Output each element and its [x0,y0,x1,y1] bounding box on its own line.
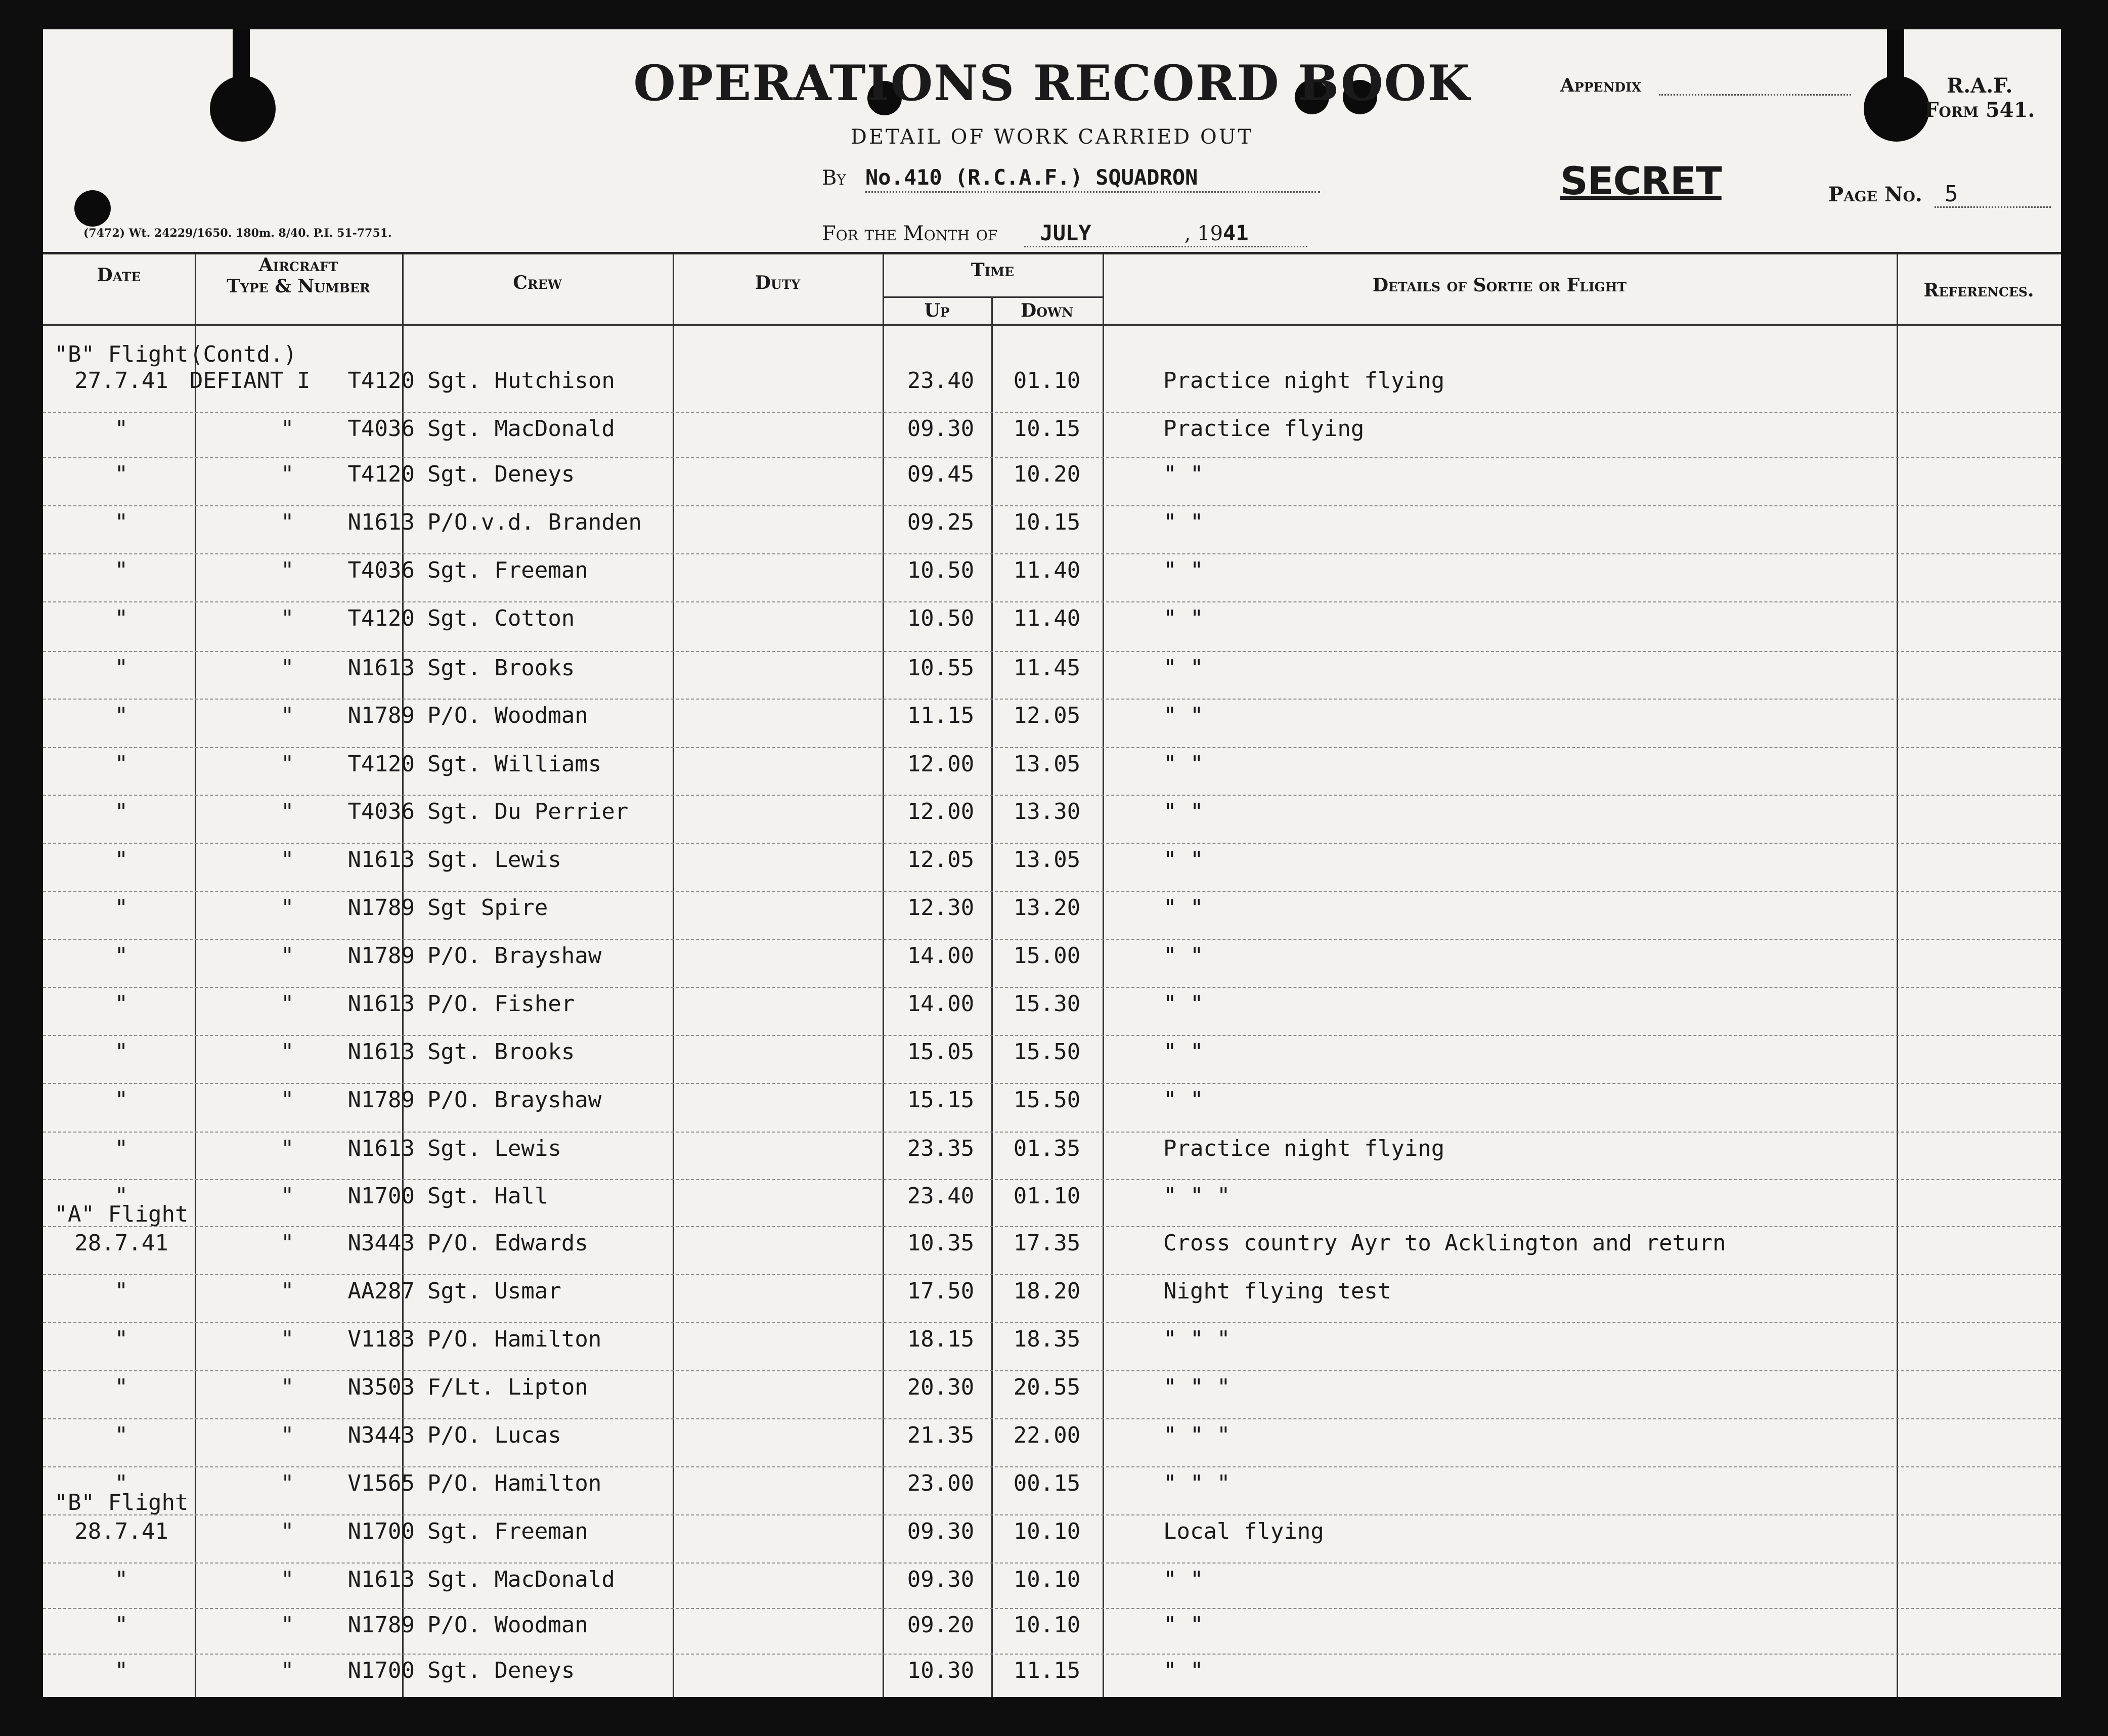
aircraft-number-cell: V1183 [347,1326,415,1352]
aircraft-type-cell: " [281,1039,294,1065]
aircraft-number-cell: N1700 [347,1518,415,1544]
details-cell: " " [1163,1612,1204,1638]
time-up-cell: 12.30 [907,895,975,921]
year-value: 41 [1223,221,1249,245]
aircraft-number-cell: T4120 [347,461,415,487]
details-cell: " " [1163,1658,1204,1683]
aircraft-type-cell: " [281,1183,294,1209]
row-rule [43,747,2061,748]
squadron-underline [865,191,1320,193]
row-rule [43,1035,2061,1036]
row-rule [43,1514,2061,1515]
row-rule [43,1563,2061,1564]
row-rule [43,651,2061,652]
details-cell: " " [1163,943,1204,969]
aircraft-number-cell: N1613 [347,655,415,681]
time-up-cell: 11.15 [907,703,975,728]
col-crew: Crew [513,272,562,293]
time-down-cell: 10.10 [1013,1567,1081,1592]
page-number-value: 5 [1944,181,1958,207]
row-rule [43,457,2061,458]
details-cell: " " [1163,1567,1204,1592]
column-divider [1103,254,1104,1697]
time-up-cell: 10.50 [907,605,975,631]
month-value: JULY [1040,221,1091,245]
row-rule [43,1179,2061,1180]
crew-cell: P/O. Brayshaw [427,943,602,969]
row-rule [43,1132,2061,1133]
crew-cell: Sgt. Hutchison [427,368,615,394]
appendix-underline [1659,94,1851,96]
date-cell: "B" Flight [54,341,189,367]
aircraft-number-cell: N1789 [347,1087,415,1113]
date-cell: " [114,461,128,487]
time-up-cell: 10.30 [907,1658,975,1683]
column-divider [673,254,674,1697]
date-cell: "B" Flight [54,1490,189,1515]
time-down-cell: 18.35 [1013,1326,1081,1352]
row-rule [43,939,2061,940]
aircraft-type-cell: DEFIANT I [190,368,311,394]
row-rule [43,1322,2061,1323]
date-cell: " [114,1039,128,1065]
date-cell: " [114,416,128,442]
row-rule [43,1654,2061,1655]
time-up-cell: 12.00 [907,799,975,824]
squadron-line [822,165,1198,190]
time-up-cell: 23.40 [907,1183,975,1209]
crew-cell: Sgt. Cotton [427,605,575,631]
aircraft-number-cell: N1700 [347,1183,415,1209]
aircraft-number-cell: V1565 [347,1470,415,1496]
details-cell: " " [1163,1039,1204,1065]
date-cell: " [114,1567,128,1592]
details-cell: " " [1163,461,1204,487]
time-down-cell: 20.55 [1013,1374,1081,1400]
date-cell: " [114,1658,128,1683]
aircraft-number-cell: T4036 [347,799,415,824]
time-up-cell: 09.30 [907,1518,975,1544]
time-down-cell: 01.10 [1013,368,1081,394]
aircraft-number-cell: N3503 [347,1374,415,1400]
details-cell: " " [1163,655,1204,681]
row-rule [43,699,2061,700]
aircraft-type-cell: " [281,557,294,583]
date-cell: 27.7.41 [74,368,168,394]
crew-cell: Sgt. Hall [427,1183,548,1209]
details-cell: " " " [1163,1374,1231,1400]
crew-cell: Sgt. Lewis [427,1136,561,1161]
crew-cell: P/O. Woodman [427,703,588,728]
time-up-cell: 15.05 [907,1039,975,1065]
aircraft-type-cell: " [281,1087,294,1113]
details-cell: " " " [1163,1470,1231,1496]
time-up-cell: 09.30 [907,416,975,442]
time-up-cell: 23.40 [907,368,975,394]
aircraft-type-cell: " [281,1470,294,1496]
form-title: OPERATIONS RECORD BOOK [633,55,1471,112]
aircraft-number-cell: N1789 [347,895,415,921]
raf-form-number [1924,74,2035,122]
crew-cell: Sgt Spire [427,895,548,921]
time-down-cell: 13.05 [1013,847,1081,873]
details-cell: Practice flying [1163,416,1365,442]
details-cell: Practice night flying [1163,368,1445,394]
date-cell: " [114,1422,128,1448]
time-down-cell: 10.10 [1013,1612,1081,1638]
crew-cell: Sgt. MacDonald [427,416,615,442]
crew-cell: Sgt. Freeman [427,557,588,583]
crew-cell: P/O. Lucas [427,1422,561,1448]
time-up-cell: 23.35 [907,1136,975,1161]
aircraft-number-cell: N1613 [347,991,415,1017]
time-up-cell: 09.45 [907,461,975,487]
print-reference: (7472) Wt. 24229/1650. 180m. 8/40. P.I. 51-7751. [83,227,392,240]
aircraft-type-cell: " [281,703,294,728]
date-cell: 28.7.41 [74,1518,168,1544]
crew-cell: Sgt. Usmar [427,1278,561,1304]
time-down-cell: 12.05 [1013,703,1081,728]
aircraft-number-cell: N1789 [347,703,415,728]
aircraft-number-cell: N1613 [347,509,415,535]
aircraft-type-cell: " [281,751,294,777]
date-cell: "A" Flight [54,1201,189,1227]
aircraft-type-cell: " [281,1230,294,1256]
time-down-cell: 10.15 [1013,416,1081,442]
time-down-cell: 10.20 [1013,461,1081,487]
date-cell: " [114,1087,128,1113]
crew-cell: Sgt. Brooks [427,1039,575,1065]
row-rule [43,1274,2061,1275]
aircraft-type-cell: " [281,655,294,681]
time-up-cell: 15.15 [907,1087,975,1113]
time-up-cell: 14.00 [907,991,975,1017]
aircraft-type-cell: " [281,1422,294,1448]
crew-cell: P/O. Hamilton [427,1470,602,1496]
aircraft-number-cell: T4036 [347,557,415,583]
details-cell: " " [1163,509,1204,535]
time-down-cell: 13.20 [1013,895,1081,921]
time-down-cell: 22.00 [1013,1422,1081,1448]
time-up-cell: 14.00 [907,943,975,969]
col-aircraft [195,254,402,297]
aircraft-number-cell: T4120 [347,605,415,631]
column-divider [1897,254,1898,1697]
details-cell: Practice night flying [1163,1136,1445,1161]
crew-cell: Sgt. MacDonald [427,1567,615,1592]
month-label: For the Month of [822,222,998,245]
crew-cell: F/Lt. Lipton [427,1374,588,1400]
aircraft-type-cell: " [281,509,294,535]
date-cell: " [114,557,128,583]
details-cell: " " [1163,895,1204,921]
time-up-cell: 09.30 [907,1567,975,1592]
time-down-cell: 18.20 [1013,1278,1081,1304]
aircraft-type-cell: " [281,1612,294,1638]
row-rule [43,843,2061,844]
time-down-cell: 15.00 [1013,943,1081,969]
time-up-cell: 17.50 [907,1278,975,1304]
time-down-cell: 11.45 [1013,655,1081,681]
aircraft-number-cell: N1613 [347,1039,415,1065]
time-down-cell: 00.15 [1013,1470,1081,1496]
time-down-cell: 11.40 [1013,605,1081,631]
table-header-rule [43,324,2061,326]
aircraft-type-cell: " [281,1658,294,1683]
row-rule [43,987,2061,988]
time-down-cell: 10.10 [1013,1518,1081,1544]
date-cell: " [114,1470,128,1496]
aircraft-type-cell: (Contd.) [190,341,297,367]
aircraft-number-cell: N1613 [347,1136,415,1161]
aircraft-type-cell: " [281,799,294,824]
aircraft-number-cell: N3443 [347,1230,415,1256]
crew-cell: P/O. Hamilton [427,1326,602,1352]
time-down-cell: 01.35 [1013,1136,1081,1161]
date-cell: " [114,991,128,1017]
aircraft-type-cell: " [281,1278,294,1304]
aircraft-number-cell: T4120 [347,368,415,394]
crew-cell: Sgt. Du Perrier [427,799,629,824]
aircraft-number-cell: T4036 [347,416,415,442]
row-rule [43,601,2061,602]
time-down-cell: 13.30 [1013,799,1081,824]
time-up-cell: 10.35 [907,1230,975,1256]
date-cell: " [114,943,128,969]
crew-cell: Sgt. Freeman [427,1518,588,1544]
row-rule [43,553,2061,554]
details-cell: Night flying test [1163,1278,1391,1304]
ink-blot [74,190,111,227]
details-cell: " " [1163,799,1204,824]
aircraft-number-cell: N1613 [347,847,415,873]
time-up-cell: 21.35 [907,1422,975,1448]
col-aircraft-line2: Type & Number [227,276,370,297]
row-rule [43,505,2061,506]
details-cell: Cross country Ayr to Acklington and return [1163,1230,1726,1256]
details-cell: " " [1163,847,1204,873]
time-down-cell: 17.35 [1013,1230,1081,1256]
aircraft-type-cell: " [281,605,294,631]
details-cell: " " [1163,991,1204,1017]
page-number-underline [1935,206,2051,208]
details-cell: " " [1163,605,1204,631]
time-down-cell: 13.05 [1013,751,1081,777]
time-down-cell: 01.10 [1013,1183,1081,1209]
by-label: By [822,166,846,190]
date-cell: " [114,751,128,777]
details-cell: " " [1163,1087,1204,1113]
aircraft-number-cell: N1613 [347,1567,415,1592]
row-rule [43,1370,2061,1371]
crew-cell: P/O. Brayshaw [427,1087,602,1113]
col-up: Up [924,300,950,321]
aircraft-type-cell: " [281,991,294,1017]
details-cell: " " [1163,703,1204,728]
time-down-cell: 10.15 [1013,509,1081,535]
aircraft-type-cell: " [281,461,294,487]
col-references: References. [1923,280,2034,301]
date-cell: " [114,1612,128,1638]
crew-cell: Sgt. Williams [427,751,602,777]
crew-cell: P/O. Fisher [427,991,575,1017]
time-down-cell: 15.30 [1013,991,1081,1017]
aircraft-type-cell: " [281,1374,294,1400]
date-cell: 28.7.41 [74,1230,168,1256]
col-duty: Duty [755,272,801,293]
time-down-cell: 15.50 [1013,1039,1081,1065]
details-cell: Local flying [1163,1518,1324,1544]
aircraft-type-cell: " [281,416,294,442]
form-subtitle: DETAIL OF WORK CARRIED OUT [850,125,1254,149]
time-down-cell: 11.40 [1013,557,1081,583]
time-up-cell: 09.25 [907,509,975,535]
crew-cell: Sgt. Deneys [427,461,575,487]
crew-cell: Sgt. Brooks [427,655,575,681]
aircraft-number-cell: N1700 [347,1658,415,1683]
crew-cell: P/O.v.d. Branden [427,509,642,535]
row-rule [43,412,2061,413]
page-number-label: Page No. [1828,183,1922,206]
aircraft-number-cell: T4120 [347,751,415,777]
aircraft-type-cell: " [281,1326,294,1352]
aircraft-type-cell: " [281,1567,294,1592]
aircraft-number-cell: AA287 [347,1278,415,1304]
time-up-cell: 23.00 [907,1470,975,1496]
date-cell: " [114,1136,128,1161]
crew-cell: P/O. Woodman [427,1612,588,1638]
form-page [43,29,2061,1697]
details-cell: " " [1163,557,1204,583]
raf-line-2: Form 541. [1924,98,2035,122]
aircraft-type-cell: " [281,847,294,873]
date-cell: " [114,509,128,535]
date-cell: " [114,605,128,631]
raf-line-1: R.A.F. [1946,74,2013,98]
aircraft-type-cell: " [281,943,294,969]
classification-stamp: SECRET [1560,158,1722,203]
date-cell: " [114,847,128,873]
col-details: Details of Sortie or Flight [1372,275,1627,296]
aircraft-number-cell: N1789 [347,943,415,969]
date-cell: " [114,655,128,681]
month-line [822,221,1249,245]
details-cell: " " [1163,751,1204,777]
crew-cell: Sgt. Lewis [427,847,561,873]
row-rule [43,1226,2061,1227]
col-time: Time [971,259,1015,281]
time-up-cell: 09.20 [907,1612,975,1638]
date-cell: " [114,895,128,921]
date-cell: " [114,1278,128,1304]
row-rule [43,1083,2061,1084]
time-up-cell: 10.50 [907,557,975,583]
aircraft-number-cell: N1789 [347,1612,415,1638]
time-up-cell: 10.55 [907,655,975,681]
time-subheader-rule [883,296,1103,298]
crew-cell: P/O. Edwards [427,1230,588,1256]
date-cell: " [114,799,128,824]
date-cell: " [114,1183,128,1209]
squadron-value: No.410 (R.C.A.F.) SQUADRON [865,165,1198,190]
details-cell: " " " [1163,1326,1231,1352]
col-down: Down [1021,300,1073,321]
appendix-label: Appendix [1560,75,1642,96]
row-rule [43,1466,2061,1467]
time-up-cell: 12.05 [907,847,975,873]
aircraft-type-cell: " [281,1518,294,1544]
crew-cell: Sgt. Deneys [427,1658,575,1683]
row-rule [43,1608,2061,1609]
month-underline [1024,246,1307,247]
details-cell: " " " [1163,1422,1231,1448]
details-cell: " " " [1163,1183,1231,1209]
date-cell: " [114,703,128,728]
row-rule [43,891,2061,892]
time-up-cell: 20.30 [907,1374,975,1400]
time-down-cell: 15.50 [1013,1087,1081,1113]
aircraft-type-cell: " [281,895,294,921]
date-cell: " [114,1374,128,1400]
aircraft-number-cell: N3443 [347,1422,415,1448]
row-rule [43,1418,2061,1419]
time-up-cell: 18.15 [907,1326,975,1352]
time-up-cell: 12.00 [907,751,975,777]
column-divider [195,254,196,1697]
time-down-cell: 11.15 [1013,1658,1081,1683]
aircraft-type-cell: " [281,1136,294,1161]
date-cell: " [114,1326,128,1352]
page-number [1828,181,1958,207]
year-prefix: , 19 [1184,222,1223,245]
row-rule [43,795,2061,796]
col-date: Date [97,265,141,286]
col-aircraft-line1: Aircraft [258,254,338,276]
